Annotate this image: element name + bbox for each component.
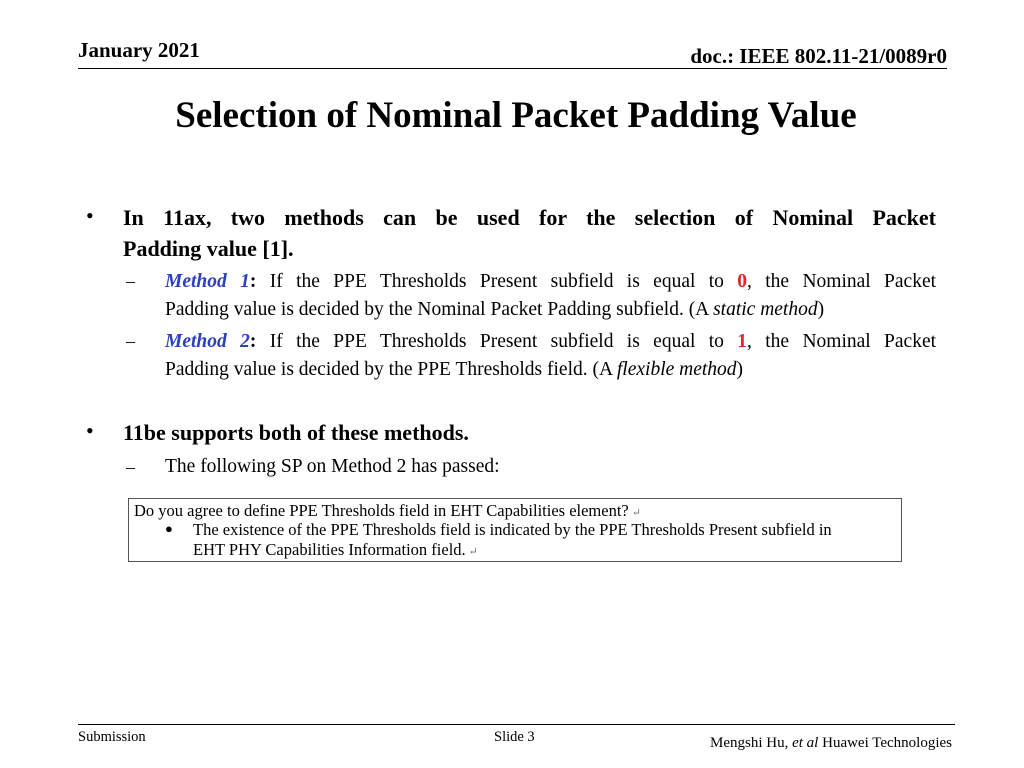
straw-poll-line2: [193, 540, 899, 560]
method-2-text-b: , the Nominal Packet: [747, 331, 937, 352]
straw-poll-bullet: ●: [165, 521, 173, 536]
method-1-line2-end: ): [817, 299, 825, 320]
method-2-label: Method 2: [165, 331, 250, 352]
straw-poll-question-text: Do you agree to define PPE Thresholds field in EHT Capabilities element?: [134, 501, 629, 520]
straw-poll-line2-text: EHT PHY Capabilities Information field.: [193, 540, 466, 559]
bullet-11ax-line1: In 11ax, two methods can be used for the selection of Nominal Packet: [123, 205, 936, 230]
method-1-line1: [165, 268, 936, 296]
method-1-line2: [165, 299, 824, 320]
footer-submission: Submission: [78, 729, 146, 745]
footer-divider: [78, 724, 955, 725]
bullet-marker: •: [86, 203, 94, 228]
footer-author-org: Huawei Technologies: [818, 735, 952, 751]
bullet-11ax-methods: [123, 202, 936, 264]
straw-poll-question: [134, 501, 641, 521]
method-2-line1: [165, 328, 936, 356]
header-date: January 2021: [78, 38, 200, 62]
straw-poll-line1: The existence of the PPE Thresholds field is indicated by the PPE Thresholds Present subfield in: [193, 520, 832, 539]
method-1-text-b: , the Nominal Packet: [747, 271, 937, 292]
method-2-colon: :: [249, 331, 257, 352]
sp-intro-text: The following SP on Method 2 has passed:: [165, 456, 500, 477]
return-mark-icon: ↵: [631, 507, 641, 519]
bullet-11ax-line2: Padding value [1].: [123, 236, 294, 261]
method-1-item: [165, 268, 936, 324]
method-1-colon: :: [249, 271, 257, 292]
method-2-item: [165, 328, 936, 384]
method-2-value: 1: [737, 331, 748, 352]
bullet-11be-support: 11be supports both of these methods.: [123, 420, 469, 445]
footer-author: [710, 735, 952, 752]
method-2-line2-text: Padding value is decided by the PPE Thresholds field. (A: [165, 359, 617, 380]
method-1-text-a: If the PPE Thresholds Present subfield is equal to: [256, 271, 738, 292]
header-doc-id: doc.: IEEE 802.11-21/0089r0: [690, 44, 947, 68]
footer-author-etal: et al: [792, 735, 819, 751]
return-mark-icon: ↵: [468, 546, 478, 558]
dash-marker: –: [126, 331, 135, 351]
slide-title: Selection of Nominal Packet Padding Value: [175, 95, 857, 136]
dash-marker: –: [126, 271, 135, 291]
method-1-label: Method 1: [165, 271, 250, 292]
method-1-line2-text: Padding value is decided by the Nominal Packet Padding subfield. (A: [165, 299, 714, 320]
method-2-text-a: If the PPE Thresholds Present subfield is equal to: [256, 331, 738, 352]
dash-marker: –: [126, 457, 135, 477]
method-2-line2: [165, 359, 743, 380]
method-2-emphasis: flexible method: [616, 359, 737, 380]
footer-slide-number: Slide 3: [494, 729, 535, 745]
bullet-marker: •: [86, 418, 94, 443]
method-2-line2-end: ): [736, 359, 744, 380]
footer-author-name: Mengshi Hu,: [710, 735, 793, 751]
header-divider: [78, 68, 947, 69]
method-1-value: 0: [737, 271, 748, 292]
method-1-emphasis: static method: [713, 299, 818, 320]
